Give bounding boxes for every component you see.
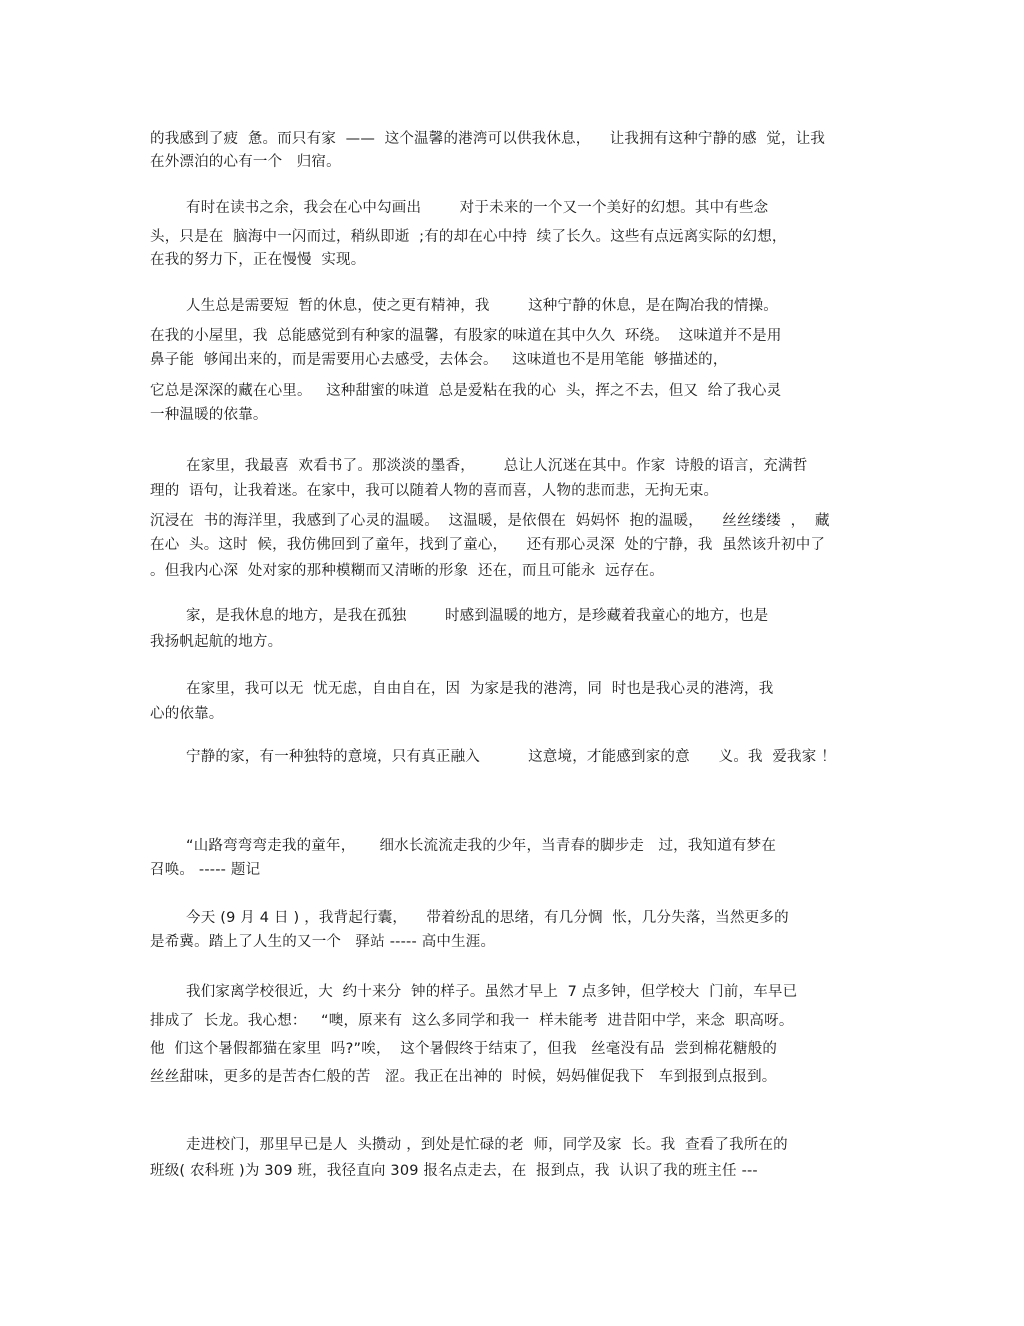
text-line: 头，只是在 脑海中一闪而过，稍纵即逝 ;有的却在心中持 续了长久。这些有点远离实际的幻想， [150,229,787,245]
text-line: 有时在读书之余，我会在心中勾画出 对于未来的一个又一个美好的幻想。其中有些念 [186,200,769,216]
text-line: 家，是我休息的地方，是我在孤独 时感到温暖的地方，是珍藏着我童心的地方，也是 [186,608,769,624]
text-line: 它总是深深的藏在心里。 这种甜蜜的味道 总是爱粘在我的心 头，挥之不去，但又 给了我心灵 [150,383,782,399]
text-line: 心的依靠。 [150,706,224,722]
text-line: 的我感到了疲 惫。而只有家 —— 这个温馨的港湾可以供我休息， 让我拥有这种宁静的感 觉，让我 [150,131,826,147]
text-line: 人生总是需要短 暂的休息，使之更有精神，我 这种宁静的休息，是在陶冶我的情操。 [186,298,778,314]
text-line: 是希冀。踏上了人生的又一个 驿站 ----- 高中生涯。 [150,934,496,950]
text-line: 我们家离学校很近，大 约十来分 钟的样子。虽然才早上 7 点多钟，但学校大 门前，车早已 [186,984,798,1000]
text-line: 排成了 长龙。我心想： “噢，原来有 这么多同学和我一 样未能考 进昔阳中学，来念 职高呀。 [150,1013,794,1029]
text-line: 在外漂泊的心有一个 归宿。 [150,154,341,170]
text-line: 在我的努力下，正在慢慢 实现。 [150,252,366,268]
text-line: 召唤。 ----- 题记 [150,862,261,878]
text-line: 沉浸在 书的海洋里，我感到了心灵的温暖。 这温暖，是依偎在 妈妈怀 抱的温暖， 丝丝缕缕 ， 藏 [150,513,830,529]
text-line: 我扬帆起航的地方。 [150,634,283,650]
text-line: 今天 (9 月 4 日 ) ，我背起行囊， 带着纷乱的思绪，有几分惆 怅，几分失落，当然更多的 [186,910,789,926]
text-line: 理的 语句，让我着迷。在家中，我可以随着人物的喜而喜，人物的悲而悲，无拘无束。 [150,483,719,499]
text-line: 在我的小屋里，我 总能感觉到有种家的温馨，有股家的味道在其中久久 环绕。 这味道并不是用 [150,328,782,344]
text-line: “山路弯弯弯走我的童年， 细水长流流走我的少年，当青春的脚步走 过，我知道有梦在 [186,838,777,854]
text-line: 在家里，我最喜 欢看书了。那淡淡的墨香， 总让人沉迷在其中。作家 诗般的语言，充满哲 [186,458,808,474]
text-line: 丝丝甜味，更多的是苦杏仁般的苦 涩。我正在出神的 时候，妈妈催促我下 车到报到点报到。 [150,1069,777,1085]
text-line: 一种温暖的依靠。 [150,407,268,423]
text-line: 在心 头。这时 候，我仿佛回到了童年，找到了童心， 还有那心灵深 处的宁静，我 虽然该升初中了 [150,537,826,553]
text-line: 。但我内心深 处对家的那种模糊而又清晰的形象 还在，而且可能永 远存在。 [150,563,664,579]
text-line: 他 们这个暑假都猫在家里 吗?”唉， 这个暑假终于结束了，但我 丝毫没有品 尝到棉花糖般的 [150,1041,778,1057]
text-line: 鼻子能 够闻出来的，而是需要用心去感受，去体会。 这味道也不是用笔能 够描述的， [150,352,728,368]
text-line: 在家里，我可以无 忧无虑，自由自在，因 为家是我的港湾，同 时也是我心灵的港湾，我 [186,681,774,697]
text-line: 班级( 农科班 )为 309 班，我径直向 309 报名点走去，在 报到点，我 认识了我的班主任 --- [150,1163,758,1179]
text-line: 宁静的家，有一种独特的意境，只有真正融入 这意境，才能感到家的意 义。我 爱我家 ！ [186,749,836,765]
text-line: 走进校门，那里早已是人 头攒动 ，到处是忙碌的老 师，同学及家 长。我 查看了我所在的 [186,1137,788,1153]
